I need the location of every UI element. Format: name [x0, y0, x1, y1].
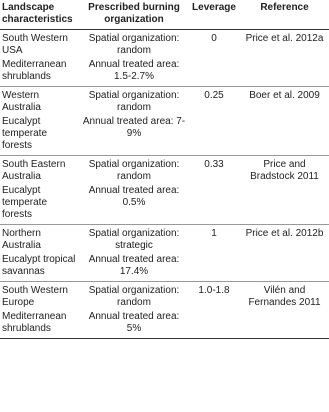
annual-area-cell: Annual treated area: 7-9% — [80, 114, 188, 156]
table-row — [0, 114, 329, 156]
leverage-cell: 0.33 — [204, 159, 224, 170]
annual-area-cell: Annual treated area: 0.5% — [80, 183, 188, 225]
spatial-cell: Spatial organization: random — [88, 90, 180, 113]
header-row — [0, 0, 329, 30]
reference-cell: Price et al. 2012a — [245, 33, 324, 44]
spatial-cell: Spatial organization: random — [88, 159, 180, 182]
reference-cell: Boer et al. 2009 — [249, 90, 320, 101]
reference-cell: Price and Bradstock 2011 — [250, 159, 319, 182]
vegetation-cell: Mediterranean shrublands — [0, 57, 80, 87]
annual-area-cell: Annual treated area: 17.4% — [80, 252, 188, 282]
header-reference: Reference — [240, 0, 329, 30]
table-row — [0, 252, 329, 282]
table-row — [0, 156, 329, 184]
annual-area-cell: Annual treated area: 5% — [80, 309, 188, 339]
table-row — [0, 57, 329, 87]
leverage-cell: 0 — [211, 33, 217, 44]
leverage-cell: 1 — [211, 228, 217, 239]
vegetation-cell: Mediterranean shrublands — [0, 309, 80, 339]
header-burning: Prescribed burning organization — [80, 0, 188, 30]
spatial-cell: Spatial organization: random — [88, 285, 180, 308]
annual-area-cell: Annual treated area: 1.5-2.7% — [80, 57, 188, 87]
spatial-cell: Spatial organization: strategic — [88, 228, 180, 251]
vegetation-cell: Eucalypt temperate forests — [0, 183, 80, 225]
table-row — [0, 282, 329, 310]
leverage-cell: 0.25 — [204, 90, 224, 101]
reference-cell: Price et al. 2012b — [245, 228, 324, 239]
table-row — [0, 225, 329, 253]
table-row — [0, 183, 329, 225]
table-row — [0, 309, 329, 339]
vegetation-cell: Eucalypt temperate forests — [0, 114, 80, 156]
region-cell: South Eastern Australia — [2, 159, 66, 182]
region-cell: Northern Australia — [2, 228, 41, 251]
spatial-cell: Spatial organization: random — [88, 33, 180, 56]
header-landscape: Landscape characteristics — [0, 0, 80, 30]
leverage-cell: 1.0-1.8 — [198, 285, 230, 296]
region-cell: South Western USA — [2, 33, 68, 56]
table-row — [0, 30, 329, 58]
header-leverage: Leverage — [188, 0, 240, 30]
region-cell: South Western Europe — [2, 285, 68, 308]
vegetation-cell: Eucalypt tropical savannas — [0, 252, 80, 282]
reference-cell: Vilén and Fernandes 2011 — [248, 285, 321, 308]
table-row — [0, 87, 329, 115]
region-cell: Western Australia — [2, 90, 41, 113]
